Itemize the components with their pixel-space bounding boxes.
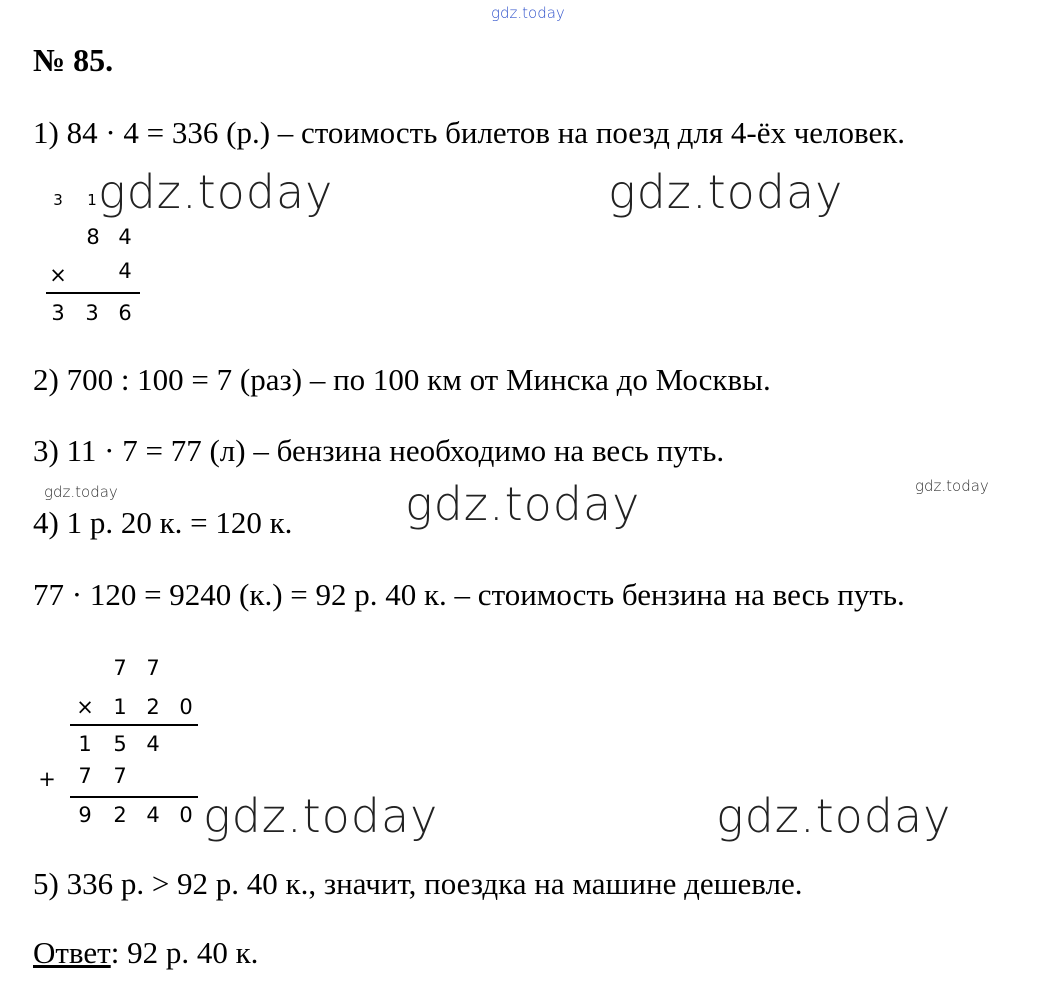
- watermark-1: gdz.today: [98, 165, 334, 219]
- calc2-result-digit: 2: [113, 803, 127, 827]
- problem-title: № 85.: [33, 42, 114, 78]
- calc1-multiply-sign: ×: [49, 263, 67, 287]
- calc2-partial1-digit: 1: [78, 732, 92, 756]
- watermark-top: gdz.today: [491, 4, 565, 22]
- step-5-text: 5) 336 р. > 92 р. 40 к., значит, поездка на машине дешевле.: [33, 866, 803, 901]
- calc2-partial1-digit: 4: [146, 732, 160, 756]
- step-4-text: 4) 1 р. 20 к. = 120 к.: [33, 505, 293, 540]
- calc2-rule-1: [70, 724, 198, 726]
- calc1-carry-digit: 3: [53, 191, 63, 209]
- step-4-calc-text: 77 · 120 = 9240 (к.) = 92 р. 40 к. – стоимость бензина на весь путь.: [33, 577, 905, 612]
- calc1-row1-digit: 8: [86, 225, 100, 249]
- watermark-5: gdz.today: [915, 477, 989, 495]
- answer-value: : 92 р. 40 к.: [110, 935, 259, 970]
- calc2-row1-digit: 7: [146, 656, 160, 680]
- calc2-partial2-digit: 7: [78, 764, 92, 788]
- watermark-2: gdz.today: [608, 165, 844, 219]
- calc1-rule: [46, 292, 140, 294]
- calc2-result-digit: 9: [78, 803, 92, 827]
- calc2-row1-digit: 7: [113, 656, 127, 680]
- calc1-row1-digit: 4: [118, 225, 132, 249]
- calc2-result-digit: 4: [146, 803, 160, 827]
- answer-line: [33, 935, 258, 971]
- calc1-result-digit: 3: [85, 301, 99, 325]
- calc2-partial2-digit: 7: [113, 764, 127, 788]
- step-2-text: 2) 700 : 100 = 7 (раз) – по 100 км от Минска до Москвы.: [33, 362, 771, 397]
- calc2-row2-digit: 2: [146, 695, 160, 719]
- calc2-rule-2: [70, 796, 198, 798]
- answer-label: Ответ: [33, 935, 111, 970]
- calc1-result-digit: 3: [51, 301, 65, 325]
- calc1-row2-digit: 4: [118, 259, 132, 283]
- watermark-4: gdz.today: [405, 477, 641, 531]
- calc1-carry-digit: 1: [87, 191, 97, 209]
- calc2-row2-digit: 1: [113, 695, 127, 719]
- step-1-text: 1) 84 · 4 = 336 (р.) – стоимость билетов на поезд для 4-ёх человек.: [33, 115, 906, 150]
- calc1-result-digit: 6: [118, 301, 132, 325]
- calc2-multiply-sign: ×: [76, 695, 94, 719]
- watermark-3: gdz.today: [44, 483, 118, 501]
- calc2-row2-digit: 0: [179, 695, 193, 719]
- calc2-result-digit: 0: [179, 803, 193, 827]
- watermark-7: gdz.today: [716, 789, 952, 843]
- calc2-partial1-digit: 5: [113, 732, 127, 756]
- step-3-text: 3) 11 · 7 = 77 (л) – бензина необходимо на весь путь.: [33, 433, 725, 468]
- calc2-plus-sign: +: [38, 767, 56, 791]
- watermark-6: gdz.today: [203, 789, 439, 843]
